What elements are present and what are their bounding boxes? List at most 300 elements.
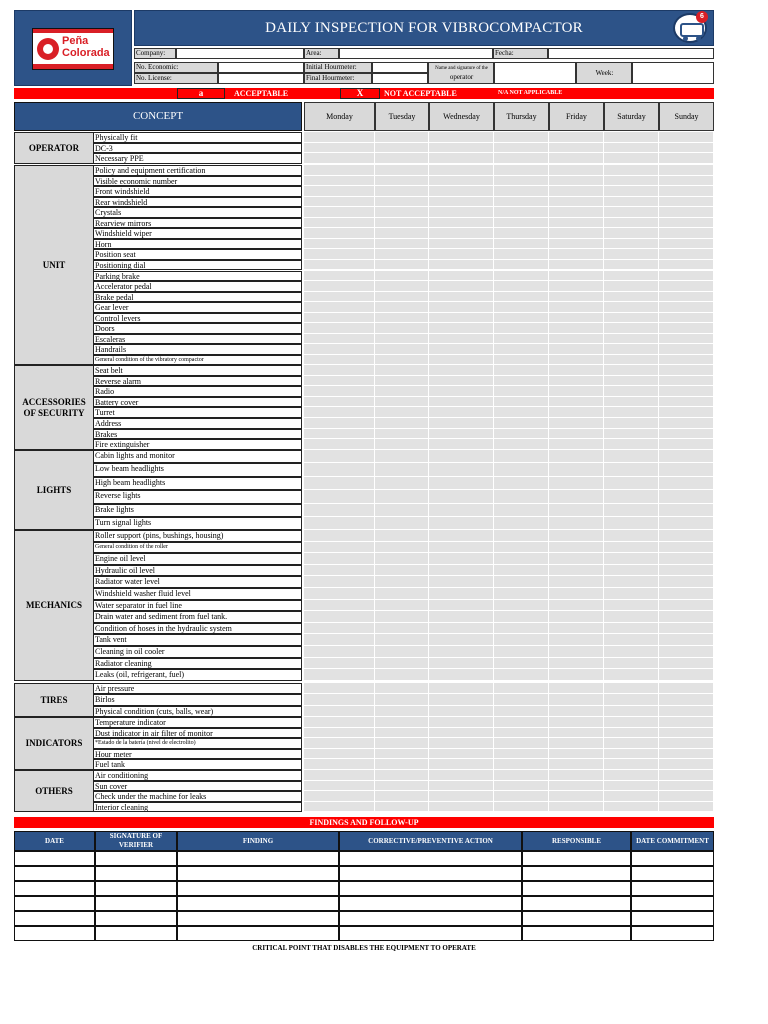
day-check-cell[interactable] [429,355,494,366]
day-check-cell[interactable] [304,292,375,303]
day-check-cell[interactable] [549,281,604,292]
findings-cell[interactable] [95,851,177,866]
day-check-cell[interactable] [304,504,375,517]
day-check-cell[interactable] [429,600,494,612]
day-check-cell[interactable] [549,418,604,429]
day-check-cell[interactable] [429,239,494,250]
findings-cell[interactable] [631,896,714,911]
day-check-cell[interactable] [549,588,604,600]
day-check-cell[interactable] [604,542,659,554]
day-check-cell[interactable] [375,791,429,802]
day-check-cell[interactable] [304,344,375,355]
day-check-cell[interactable] [604,477,659,490]
day-check-cell[interactable] [659,802,714,813]
operator-signature-field[interactable] [494,62,576,84]
day-check-cell[interactable] [304,717,375,728]
day-check-cell[interactable] [494,576,549,588]
day-check-cell[interactable] [429,517,494,530]
day-check-cell[interactable] [604,281,659,292]
day-check-cell[interactable] [494,623,549,635]
day-check-cell[interactable] [494,770,549,781]
day-check-cell[interactable] [494,450,549,463]
findings-cell[interactable] [631,881,714,896]
day-check-cell[interactable] [429,504,494,517]
day-check-cell[interactable] [659,658,714,670]
day-check-cell[interactable] [375,517,429,530]
day-check-cell[interactable] [604,355,659,366]
day-check-cell[interactable] [659,197,714,208]
day-check-cell[interactable] [429,530,494,542]
day-check-cell[interactable] [549,376,604,387]
day-check-cell[interactable] [375,623,429,635]
day-check-cell[interactable] [429,271,494,282]
day-check-cell[interactable] [429,334,494,345]
day-check-cell[interactable] [304,186,375,197]
day-check-cell[interactable] [375,634,429,646]
findings-cell[interactable] [95,896,177,911]
day-check-cell[interactable] [549,239,604,250]
day-check-cell[interactable] [659,218,714,229]
day-check-cell[interactable] [304,728,375,739]
findings-cell[interactable] [631,866,714,881]
day-check-cell[interactable] [604,334,659,345]
day-check-cell[interactable] [304,576,375,588]
day-check-cell[interactable] [375,376,429,387]
day-check-cell[interactable] [304,397,375,408]
day-check-cell[interactable] [494,717,549,728]
findings-cell[interactable] [14,866,95,881]
day-check-cell[interactable] [659,334,714,345]
day-check-cell[interactable] [549,553,604,565]
day-check-cell[interactable] [429,386,494,397]
day-check-cell[interactable] [375,355,429,366]
day-check-cell[interactable] [304,463,375,476]
day-check-cell[interactable] [375,490,429,503]
day-check-cell[interactable] [304,355,375,366]
day-check-cell[interactable] [604,450,659,463]
findings-cell[interactable] [631,926,714,941]
day-check-cell[interactable] [375,450,429,463]
day-check-cell[interactable] [604,176,659,187]
day-check-cell[interactable] [375,176,429,187]
day-check-cell[interactable] [659,683,714,694]
day-check-cell[interactable] [304,207,375,218]
day-check-cell[interactable] [659,186,714,197]
day-check-cell[interactable] [304,634,375,646]
day-check-cell[interactable] [494,165,549,176]
day-check-cell[interactable] [375,249,429,260]
day-check-cell[interactable] [429,781,494,792]
day-check-cell[interactable] [659,477,714,490]
day-check-cell[interactable] [429,313,494,324]
day-check-cell[interactable] [604,530,659,542]
day-check-cell[interactable] [304,542,375,554]
day-check-cell[interactable] [659,176,714,187]
day-check-cell[interactable] [604,143,659,154]
day-check-cell[interactable] [494,683,549,694]
day-check-cell[interactable] [304,553,375,565]
day-check-cell[interactable] [375,323,429,334]
day-check-cell[interactable] [494,271,549,282]
day-check-cell[interactable] [375,228,429,239]
day-check-cell[interactable] [375,463,429,476]
day-check-cell[interactable] [604,418,659,429]
day-check-cell[interactable] [375,530,429,542]
day-check-cell[interactable] [604,313,659,324]
day-check-cell[interactable] [549,365,604,376]
findings-cell[interactable] [14,911,95,926]
day-check-cell[interactable] [304,791,375,802]
day-check-cell[interactable] [659,542,714,554]
day-check-cell[interactable] [604,292,659,303]
day-check-cell[interactable] [549,576,604,588]
day-check-cell[interactable] [375,669,429,681]
day-check-cell[interactable] [375,271,429,282]
day-check-cell[interactable] [375,504,429,517]
day-check-cell[interactable] [549,530,604,542]
day-check-cell[interactable] [549,355,604,366]
day-check-cell[interactable] [659,728,714,739]
day-check-cell[interactable] [375,477,429,490]
day-check-cell[interactable] [304,281,375,292]
day-check-cell[interactable] [604,207,659,218]
day-check-cell[interactable] [549,749,604,760]
day-check-cell[interactable] [375,802,429,813]
day-check-cell[interactable] [604,517,659,530]
day-check-cell[interactable] [604,365,659,376]
day-check-cell[interactable] [304,706,375,717]
day-check-cell[interactable] [429,658,494,670]
day-check-cell[interactable] [494,490,549,503]
findings-cell[interactable] [631,851,714,866]
day-check-cell[interactable] [304,165,375,176]
day-check-cell[interactable] [604,576,659,588]
findings-cell[interactable] [14,896,95,911]
day-check-cell[interactable] [494,153,549,164]
day-check-cell[interactable] [604,565,659,577]
day-check-cell[interactable] [659,600,714,612]
day-check-cell[interactable] [304,781,375,792]
day-check-cell[interactable] [549,706,604,717]
day-check-cell[interactable] [549,694,604,705]
day-check-cell[interactable] [604,218,659,229]
day-check-cell[interactable] [549,791,604,802]
day-check-cell[interactable] [429,143,494,154]
findings-cell[interactable] [522,926,631,941]
day-check-cell[interactable] [604,611,659,623]
day-check-cell[interactable] [429,791,494,802]
day-check-cell[interactable] [494,397,549,408]
day-check-cell[interactable] [604,634,659,646]
day-check-cell[interactable] [604,239,659,250]
day-check-cell[interactable] [429,323,494,334]
day-check-cell[interactable] [659,323,714,334]
day-check-cell[interactable] [304,802,375,813]
day-check-cell[interactable] [494,260,549,271]
economic-field[interactable] [218,62,304,73]
day-check-cell[interactable] [304,407,375,418]
day-check-cell[interactable] [304,249,375,260]
day-check-cell[interactable] [304,228,375,239]
day-check-cell[interactable] [494,611,549,623]
day-check-cell[interactable] [549,197,604,208]
day-check-cell[interactable] [659,781,714,792]
day-check-cell[interactable] [494,634,549,646]
day-check-cell[interactable] [549,292,604,303]
day-check-cell[interactable] [304,646,375,658]
day-check-cell[interactable] [429,759,494,770]
day-check-cell[interactable] [375,694,429,705]
day-check-cell[interactable] [659,429,714,440]
day-check-cell[interactable] [549,143,604,154]
day-check-cell[interactable] [304,658,375,670]
day-check-cell[interactable] [375,302,429,313]
day-check-cell[interactable] [429,749,494,760]
day-check-cell[interactable] [429,249,494,260]
day-check-cell[interactable] [549,450,604,463]
day-check-cell[interactable] [429,706,494,717]
day-check-cell[interactable] [375,683,429,694]
day-check-cell[interactable] [429,292,494,303]
day-check-cell[interactable] [604,623,659,635]
day-check-cell[interactable] [549,646,604,658]
day-check-cell[interactable] [494,738,549,749]
day-check-cell[interactable] [375,658,429,670]
findings-cell[interactable] [339,851,522,866]
day-check-cell[interactable] [429,344,494,355]
day-check-cell[interactable] [549,153,604,164]
day-check-cell[interactable] [659,770,714,781]
day-check-cell[interactable] [604,706,659,717]
day-check-cell[interactable] [494,565,549,577]
day-check-cell[interactable] [375,239,429,250]
day-check-cell[interactable] [659,634,714,646]
day-check-cell[interactable] [604,759,659,770]
day-check-cell[interactable] [494,355,549,366]
day-check-cell[interactable] [429,611,494,623]
day-check-cell[interactable] [604,407,659,418]
findings-cell[interactable] [177,896,339,911]
findings-cell[interactable] [522,851,631,866]
day-check-cell[interactable] [429,683,494,694]
day-check-cell[interactable] [494,197,549,208]
final-hourmeter-field[interactable] [372,73,428,84]
day-check-cell[interactable] [494,313,549,324]
day-check-cell[interactable] [375,365,429,376]
day-check-cell[interactable] [375,132,429,143]
day-check-cell[interactable] [604,669,659,681]
findings-cell[interactable] [95,866,177,881]
day-check-cell[interactable] [549,717,604,728]
day-check-cell[interactable] [604,658,659,670]
day-check-cell[interactable] [494,706,549,717]
day-check-cell[interactable] [304,450,375,463]
day-check-cell[interactable] [604,397,659,408]
day-check-cell[interactable] [304,623,375,635]
day-check-cell[interactable] [429,207,494,218]
day-check-cell[interactable] [604,694,659,705]
day-check-cell[interactable] [659,407,714,418]
findings-cell[interactable] [339,911,522,926]
day-check-cell[interactable] [659,450,714,463]
day-check-cell[interactable] [304,176,375,187]
day-check-cell[interactable] [659,260,714,271]
day-check-cell[interactable] [494,542,549,554]
day-check-cell[interactable] [494,249,549,260]
day-check-cell[interactable] [659,623,714,635]
company-field[interactable] [176,48,304,59]
day-check-cell[interactable] [604,439,659,450]
day-check-cell[interactable] [549,228,604,239]
license-field[interactable] [218,73,304,84]
day-check-cell[interactable] [429,260,494,271]
day-check-cell[interactable] [494,281,549,292]
day-check-cell[interactable] [659,132,714,143]
day-check-cell[interactable] [549,623,604,635]
day-check-cell[interactable] [549,517,604,530]
day-check-cell[interactable] [429,228,494,239]
day-check-cell[interactable] [604,344,659,355]
day-check-cell[interactable] [659,588,714,600]
day-check-cell[interactable] [375,749,429,760]
day-check-cell[interactable] [604,781,659,792]
day-check-cell[interactable] [494,781,549,792]
findings-cell[interactable] [339,881,522,896]
day-check-cell[interactable] [375,439,429,450]
findings-cell[interactable] [177,881,339,896]
day-check-cell[interactable] [375,197,429,208]
day-check-cell[interactable] [494,218,549,229]
day-check-cell[interactable] [375,611,429,623]
day-check-cell[interactable] [429,186,494,197]
day-check-cell[interactable] [304,683,375,694]
day-check-cell[interactable] [304,239,375,250]
day-check-cell[interactable] [429,165,494,176]
findings-cell[interactable] [95,926,177,941]
day-check-cell[interactable] [549,463,604,476]
day-check-cell[interactable] [375,717,429,728]
day-check-cell[interactable] [429,176,494,187]
day-check-cell[interactable] [604,749,659,760]
day-check-cell[interactable] [549,738,604,749]
day-check-cell[interactable] [375,218,429,229]
day-check-cell[interactable] [304,260,375,271]
findings-cell[interactable] [95,881,177,896]
day-check-cell[interactable] [659,418,714,429]
day-check-cell[interactable] [304,323,375,334]
day-check-cell[interactable] [604,770,659,781]
day-check-cell[interactable] [375,334,429,345]
day-check-cell[interactable] [375,397,429,408]
day-check-cell[interactable] [494,504,549,517]
day-check-cell[interactable] [304,132,375,143]
day-check-cell[interactable] [659,694,714,705]
findings-cell[interactable] [339,896,522,911]
day-check-cell[interactable] [494,749,549,760]
day-check-cell[interactable] [604,490,659,503]
day-check-cell[interactable] [494,386,549,397]
day-check-cell[interactable] [304,376,375,387]
day-check-cell[interactable] [494,553,549,565]
day-check-cell[interactable] [304,143,375,154]
day-check-cell[interactable] [659,355,714,366]
day-check-cell[interactable] [659,791,714,802]
day-check-cell[interactable] [549,132,604,143]
day-check-cell[interactable] [375,429,429,440]
day-check-cell[interactable] [604,728,659,739]
day-check-cell[interactable] [494,186,549,197]
day-check-cell[interactable] [429,450,494,463]
fecha-field[interactable] [548,48,714,59]
day-check-cell[interactable] [375,418,429,429]
day-check-cell[interactable] [549,504,604,517]
findings-cell[interactable] [339,926,522,941]
day-check-cell[interactable] [659,386,714,397]
day-check-cell[interactable] [304,439,375,450]
day-check-cell[interactable] [549,218,604,229]
day-check-cell[interactable] [549,302,604,313]
day-check-cell[interactable] [429,490,494,503]
day-check-cell[interactable] [549,634,604,646]
day-check-cell[interactable] [659,717,714,728]
findings-cell[interactable] [631,911,714,926]
day-check-cell[interactable] [494,429,549,440]
day-check-cell[interactable] [375,600,429,612]
day-check-cell[interactable] [549,334,604,345]
day-check-cell[interactable] [429,365,494,376]
day-check-cell[interactable] [375,576,429,588]
day-check-cell[interactable] [494,588,549,600]
day-check-cell[interactable] [375,292,429,303]
day-check-cell[interactable] [659,530,714,542]
day-check-cell[interactable] [375,313,429,324]
day-check-cell[interactable] [304,271,375,282]
day-check-cell[interactable] [304,517,375,530]
day-check-cell[interactable] [659,365,714,376]
day-check-cell[interactable] [494,418,549,429]
day-check-cell[interactable] [375,759,429,770]
day-check-cell[interactable] [429,576,494,588]
day-check-cell[interactable] [604,683,659,694]
day-check-cell[interactable] [549,407,604,418]
day-check-cell[interactable] [429,439,494,450]
day-check-cell[interactable] [494,791,549,802]
day-check-cell[interactable] [429,132,494,143]
day-check-cell[interactable] [604,504,659,517]
day-check-cell[interactable] [604,463,659,476]
day-check-cell[interactable] [494,694,549,705]
day-check-cell[interactable] [604,260,659,271]
day-check-cell[interactable] [549,207,604,218]
day-check-cell[interactable] [659,344,714,355]
day-check-cell[interactable] [304,218,375,229]
day-check-cell[interactable] [604,271,659,282]
day-check-cell[interactable] [429,623,494,635]
day-check-cell[interactable] [494,334,549,345]
day-check-cell[interactable] [304,600,375,612]
day-check-cell[interactable] [549,490,604,503]
day-check-cell[interactable] [549,344,604,355]
day-check-cell[interactable] [659,706,714,717]
day-check-cell[interactable] [429,376,494,387]
day-check-cell[interactable] [304,386,375,397]
day-check-cell[interactable] [494,802,549,813]
day-check-cell[interactable] [375,542,429,554]
day-check-cell[interactable] [549,186,604,197]
day-check-cell[interactable] [659,143,714,154]
day-check-cell[interactable] [429,418,494,429]
day-check-cell[interactable] [304,749,375,760]
